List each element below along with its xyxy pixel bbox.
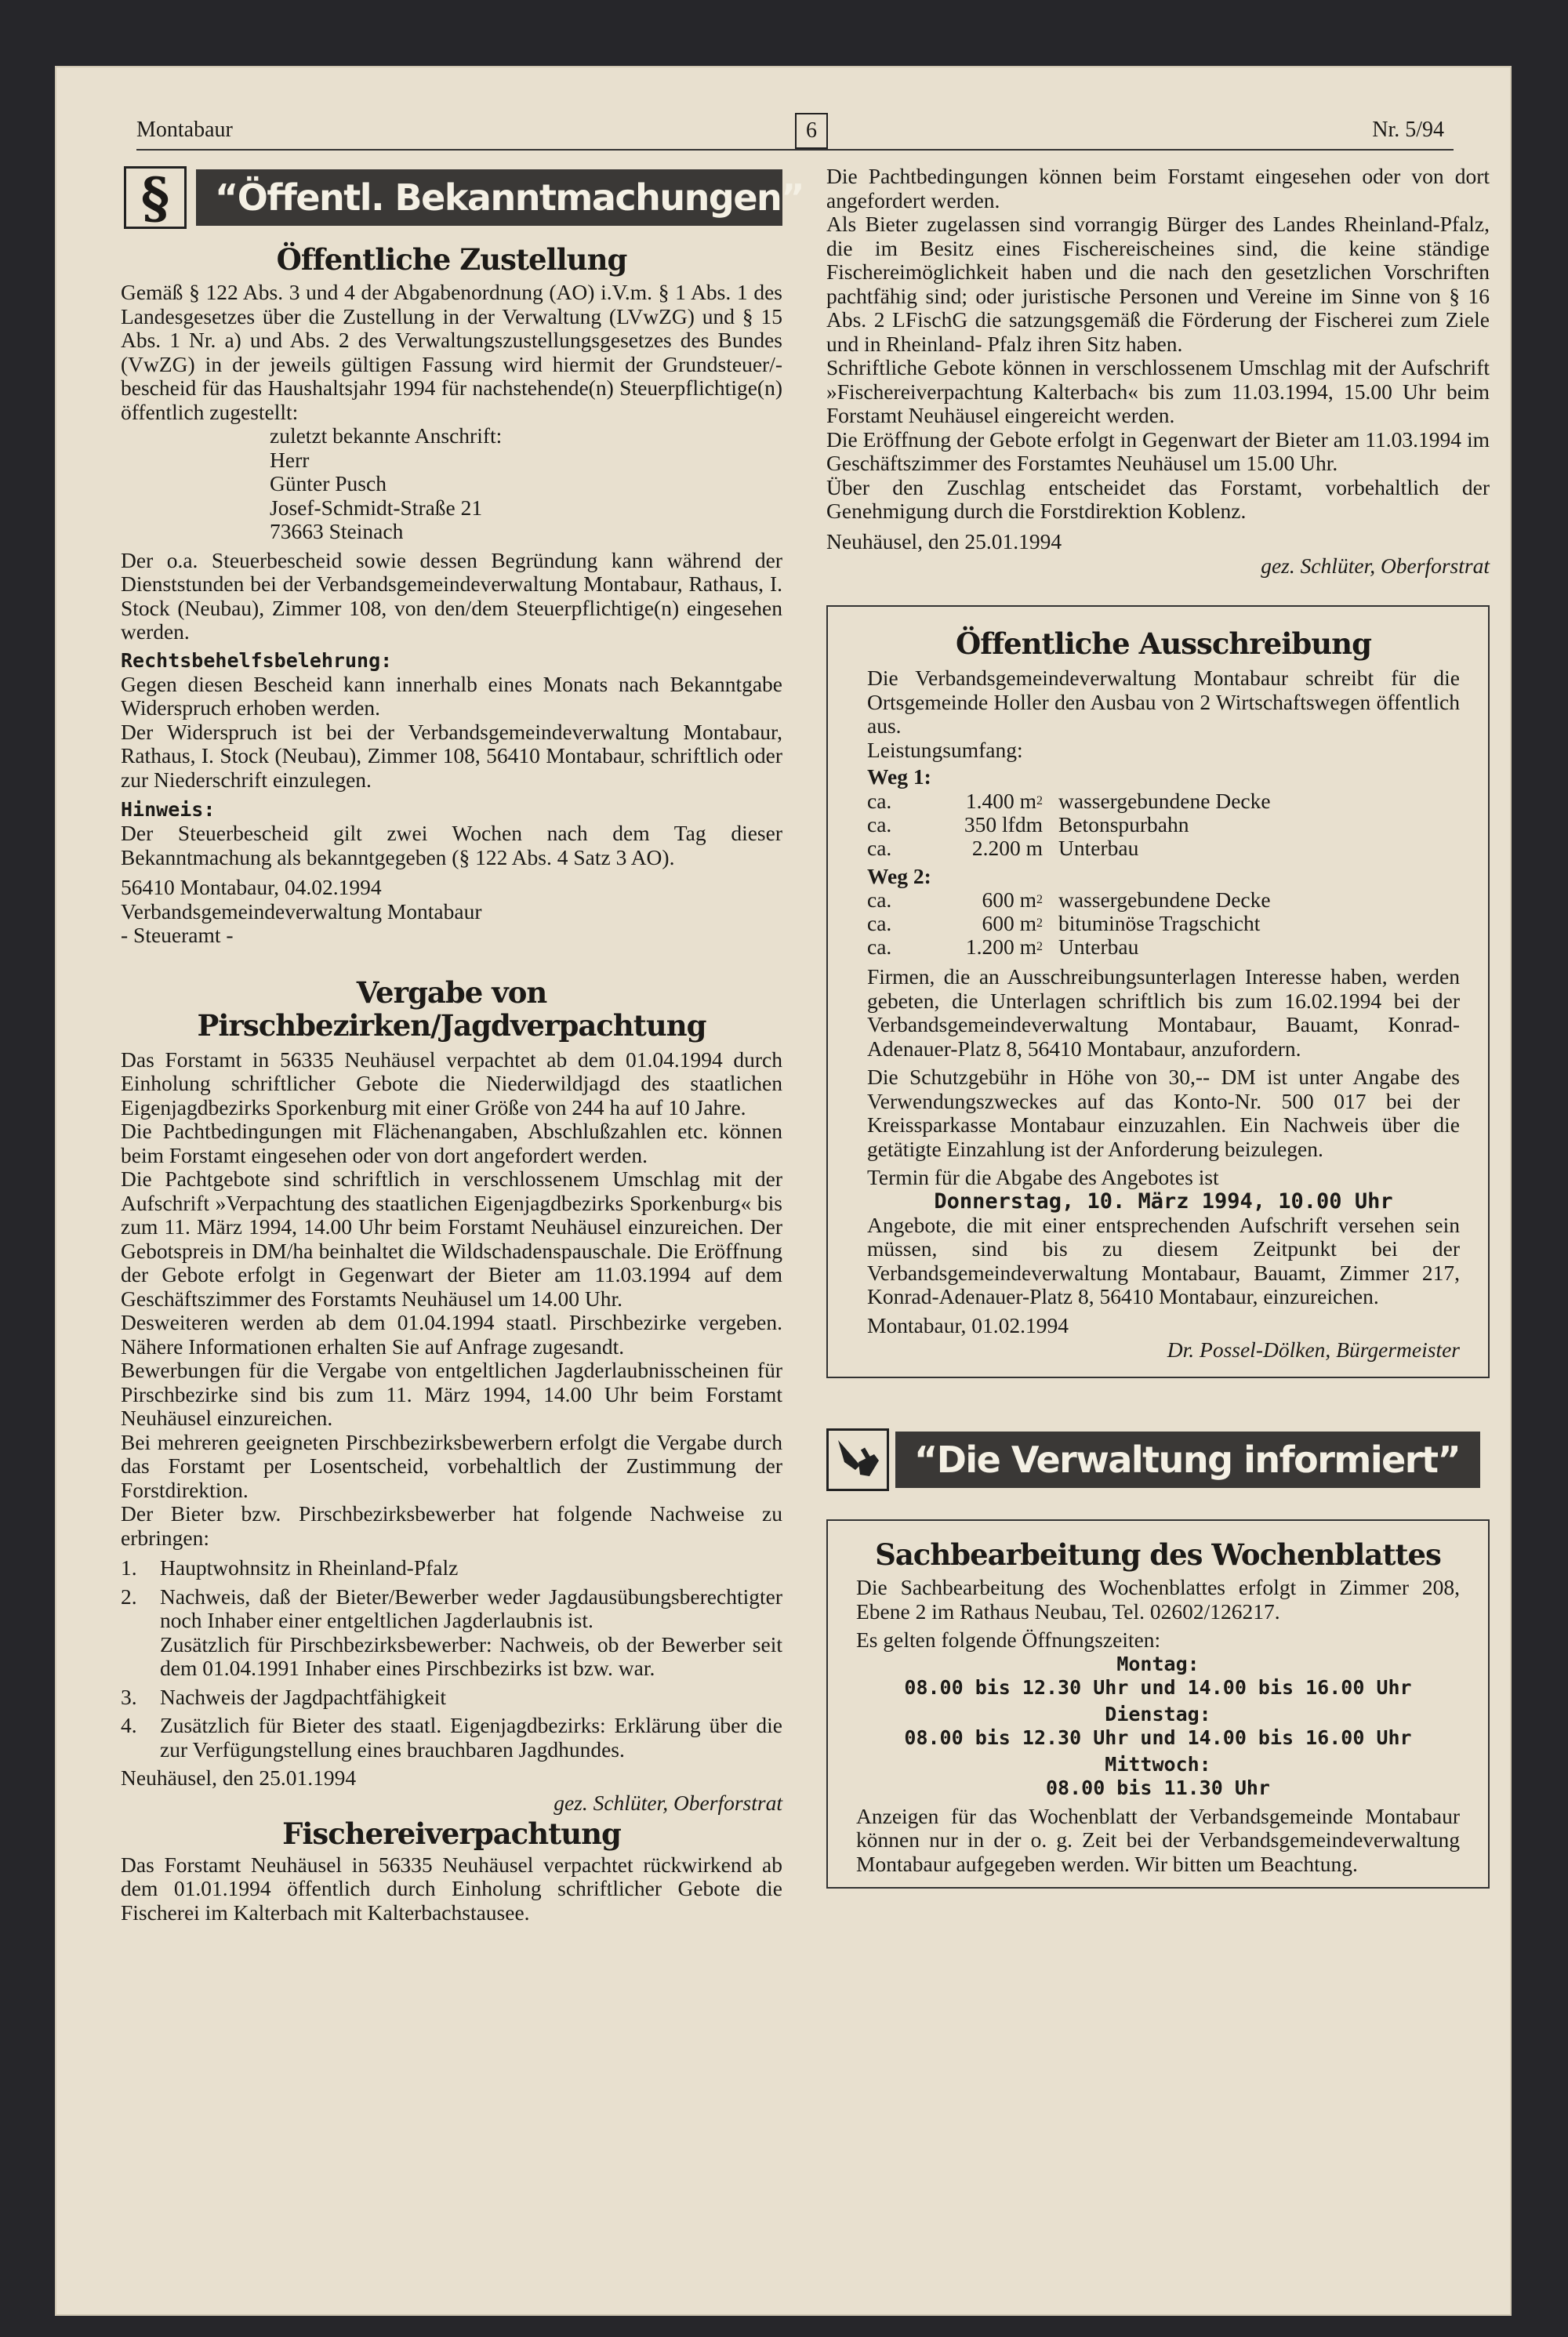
list-item: 3. Nachweis der Jagdpachtfähigkeit — [121, 1684, 446, 1709]
fischerei-place-date: Neuhäusel, den 25.01.1994 — [826, 528, 1062, 553]
fischerei-paragraph: Schriftliche Gebote können in verschlossenem Umschlag mit der Aufschrift »Fischereiverpachtung Kalterbach« bis zum 11.03.1994, 15.00 Uhr beim Forstamt Neuhäusel eingereicht werden. — [826, 355, 1490, 427]
jagd-paragraph: Desweiteren werden ab dem 01.04.1994 staatl. Pirschbezirke vergeben. Nähere Informationen erhalten Sie auf Anfrage zugesandt. — [121, 1310, 782, 1359]
ausschreibung-paragraph: Termin für die Abgabe des Angebotes ist — [867, 1165, 1219, 1189]
ausschreibung-paragraph: Die Schutzgebühr in Höhe von 30,-- DM ist unter Angabe des Verwendungszweckes auf das Konto-Nr. 500 017 bei der Kreissparkasse Montabaur einzuzahlen. Ein Nachweis über die getätigte Einzahlung ist der Anforderung beizulegen. — [867, 1065, 1460, 1161]
fischerei-paragraph: Über den Zuschlag entscheidet das Forstamt, vorbehaltlich der Genehmigung durch die Forstdirektion Koblenz. — [826, 474, 1490, 523]
section-fischereiverpachtung — [121, 1817, 782, 1925]
jagd-paragraph: Das Forstamt in 56335 Neuhäusel verpachtet ab dem 01.04.1994 durch Einholung schriftlicher Gebote die Niederwildjagd des staatlichen Eigenjagdbezirks Sporkenburg mit einer Größe von 244 ha auf 10 Jahre. — [121, 1047, 782, 1120]
rechtsbehelf-label: Rechtsbehelfsbelehrung: — [121, 648, 393, 672]
hinweis-text: Der Steuerbescheid gilt zwei Wochen nach dem Tag dieser Bekanntmachung als bekanntgegeben (§ 122 Abs. 4 Satz 3 AO). — [121, 821, 782, 869]
jagd-paragraph: Die Pachtgebote sind schriftlich in verschlossenem Umschlag mit der Aufschrift »Verpachtung des staatlichen Eigenjagdbezirks Sporkenburg« bis zum 11. März 1994, 14.00 Uhr beim Forstamt Neuhäusel einzureichen. Der Gebotspreis in DM/ha beinhaltet die Wildschadenspauschale. Die Eröffnung der Gebote erfolgt in Gegenwart der Bieter am 11.03.1994 auf dem Geschäftszimmer des Forstamts Neuhäusel um 14.00 Uhr. — [121, 1167, 782, 1311]
table-row: ca. 600 $m^2$ bituminöse Tragschicht — [867, 911, 1261, 935]
sign-line: - Steueramt - — [121, 923, 234, 947]
address-line: zuletzt bekannte Anschrift: — [270, 423, 503, 448]
issue-number: Nr. 5/94 — [1372, 118, 1444, 142]
weg2-label: Weg 2: — [867, 863, 931, 888]
weekday: Montag: — [1116, 1652, 1200, 1675]
weekday: Dienstag: — [1105, 1702, 1211, 1726]
hinweis-label: Hinweis: — [121, 798, 216, 821]
jagd-paragraph: Die Pachtbedingungen mit Flächenangaben, Abschlußzahlen etc. können beim Forstamt eingesehen oder von dort angefordert werden. — [121, 1119, 782, 1167]
jagd-place-date: Neuhäusel, den 25.01.1994 — [121, 1765, 357, 1790]
weekday: Mittwoch: — [1105, 1752, 1211, 1776]
opening-hours: 08.00 bis 12.30 Uhr und 14.00 bis 16.00 Uhr — [904, 1726, 1412, 1749]
table-row: ca. 350 lfdm Betonspurbahn — [867, 811, 1189, 836]
address-line: Josef-Schmidt-Straße 21 — [270, 495, 483, 520]
rechtsbehelf-text: Gegen diesen Bescheid kann innerhalb eines Monats nach Bekanntgabe Widerspruch erhoben werden. — [121, 671, 782, 720]
header-rule — [136, 149, 1454, 151]
left-column — [121, 163, 804, 1925]
paragraph-icon: § — [124, 166, 187, 229]
hand-pointer-icon — [826, 1428, 889, 1491]
fischerei-paragraph: Als Bieter zugelassen sind vorrangig Bürger des Landes Rheinland-Pfalz, die im Besitz eines Fischereischeines sind, die keine ständige Fischereimöglichkeit haben und die nach den gesetzlichen Vorschriften pachtfähig sind; oder juristische Personen und Vereine im Sinne von § 16 Abs. 2 LFischG die satzungsgemäß die Förderung der Fischerei zum Ziele und in Rheinland- Pfalz ihren Sitz haben. — [826, 212, 1490, 356]
weg1-label: Weg 1: — [867, 764, 931, 789]
ausschreibung-paragraph: Firmen, die an Ausschreibungsunterlagen Interesse haben, werden gebeten, die Unterlagen schriftlich bis zum 16.02.1994 bei der Verbandsgemeindeverwaltung Montabaur, Bauamt, Konrad-Adenauer-Platz 8, 56410 Montabaur, anzufordern. — [867, 964, 1460, 1061]
ausschreibung-intro: Die Verbandsgemeindeverwaltung Montabaur schreibt für die Ortsgemeinde Holler den Ausbau von 2 Wirtschaftswegen öffentlich aus. — [867, 666, 1460, 738]
box-oeffentliche-ausschreibung — [826, 605, 1490, 1378]
banner-verwaltung-informiert — [826, 1425, 1490, 1494]
jagd-paragraph: Bei mehreren geeigneten Pirschbezirksbewerbern erfolgt die Vergabe durch das Forstamt per Losentscheid, vorbehaltlich der Zustimmung der Forstdirektion. — [121, 1429, 782, 1502]
table-row: ca. 1.200 $m^2$ Unterbau — [867, 934, 1139, 959]
address-line: 73663 Steinach — [270, 519, 404, 543]
jagd-paragraph: Der Bieter bzw. Pirschbezirksbewerber hat folgende Nachweise zu erbringen: — [121, 1501, 782, 1550]
opening-hours: 08.00 bis 12.30 Uhr und 14.00 bis 16.00 Uhr — [904, 1675, 1412, 1699]
running-head-town: Montabaur — [136, 118, 233, 142]
fischerei-paragraph: Die Pachtbedingungen können beim Forstamt eingesehen oder von dort angefordert werden. — [826, 164, 1490, 212]
heading-wochenblatt: Sachbearbeitung des Wochenblattes — [875, 1537, 1441, 1572]
weg2-table — [867, 888, 1271, 959]
oeffnungszeiten-label: Es gelten folgende Öffnungszeiten: — [856, 1628, 1161, 1652]
section-jagdverpachtung — [121, 976, 782, 1816]
weg1-table — [867, 789, 1271, 860]
list-item: 4. Zusätzlich für Bieter des staatl. Eigenjagdbezirks: Erklärung über die zur Verfügungstellung eines brauchbaren Jagdhundes. — [121, 1713, 782, 1762]
sign-line: Verbandsgemeindeverwaltung Montabaur — [121, 898, 482, 924]
termin-date: Donnerstag, 10. März 1994, 10.00 Uhr — [934, 1188, 1393, 1214]
list-item: 2. Nachweis, daß der Bieter/Bewerber weder Jagdausübungsberechtigter noch Inhaber einer entgeltlichen Jagderlaubnis ist. Zusätzlich für Pirschbezirksbewerber: Nachweis, ob der Bewerber seit dem 01.04.1991 Inhaber eines Pirschbezirks ist bzw. war. — [121, 1584, 782, 1680]
banner-title: “Öffentl. Bekanntmachungen” — [196, 169, 782, 226]
right-column — [826, 165, 1490, 1889]
rechtsbehelf-text: Der Widerspruch ist bei der Verbandsgemeindeverwaltung Montabaur, Rathaus, I. Stock (Neubau), Zimmer 108, 56410 Montabaur, schriftlich oder zur Niederschrift einzulegen. — [121, 719, 782, 792]
table-row: ca. 1.400 $m^2$ wassergebundene Decke — [867, 788, 1271, 813]
banner-title: “Die Verwaltung informiert” — [895, 1432, 1480, 1488]
ausschreibung-paragraph: Angebote, die mit einer entsprechenden Aufschrift versehen sein müssen, sind bis zu diesem Zeitpunkt bei der Verbandsgemeindeverwaltung Montabaur, Bauamt, Zimmer 217, Konrad-Adenauer-Platz 8, 56410 Montabaur, einzureichen. — [867, 1212, 1460, 1308]
jagd-paragraph: Bewerbungen für die Vergabe von entgeltlichen Jagderlaubnisscheinen für Pirschbezirke sind bis zum 11. März 1994, 14.00 Uhr beim Forstamt Neuhäusel einzureichen. — [121, 1358, 782, 1430]
table-row: ca. 2.200 m Unterbau — [867, 835, 1139, 860]
section-oeffentliche-zustellung — [121, 243, 782, 948]
fischerei-paragraph: Die Eröffnung der Gebote erfolgt in Gegenwart der Bieter am 11.03.1994 im Geschäftszimmer des Forstamtes Neuhäusel um 15.00 Uhr. — [826, 426, 1490, 475]
zustellung-intro: Gemäß § 122 Abs. 3 und 4 der Abgabenordnung (AO) i.V.m. § 1 Abs. 1 des Landesgesetzes über die Zustellung in der Verwaltung (LVwZG) und § 15 Abs. 1 Nr. a) und Abs. 2 des Verwaltungszustellungsgesetzes des Bundes (VwZG) in der jeweils gültigen Fassung wird hiermit der Grundsteuer/-bescheid für das Haushaltsjahr 1994 für nachstehende(n) Steuerpflichtige(n) öffentlich zugestellt: — [121, 280, 782, 424]
newspaper-page — [55, 66, 1512, 2316]
heading-zustellung: Öffentliche Zustellung — [276, 242, 627, 277]
heading-jagd-line1: Vergabe von — [356, 974, 547, 1010]
heading-jagd-line2: Pirschbezirken/Jagdverpachtung — [197, 1007, 706, 1043]
address-line: Herr — [270, 447, 310, 472]
ausschreibung-place-date: Montabaur, 01.02.1994 — [867, 1312, 1069, 1337]
table-row: ca. 600 $m^2$ wassergebundene Decke — [867, 887, 1271, 912]
jagd-signature: gez. Schlüter, Oberforstrat — [554, 1790, 782, 1815]
opening-hours: 08.00 bis 11.30 Uhr — [1046, 1776, 1270, 1799]
heading-fischerei: Fischereiverpachtung — [282, 1816, 621, 1851]
list-item: 1. Hauptwohnsitz in Rheinland-Pfalz — [121, 1555, 459, 1580]
wochenblatt-paragraph: Anzeigen für das Wochenblatt der Verbandsgemeinde Montabaur können nur in der o. g. Zeit bei der Verbandsgemeindeverwaltung Montabaur aufgegeben werden. Wir bitten um Beachtung. — [856, 1803, 1460, 1876]
leistungsumfang-label: Leistungsumfang: — [867, 737, 1023, 762]
ausschreibung-signature: Dr. Possel-Dölken, Bürgermeister — [1167, 1337, 1460, 1362]
fischerei-signature: gez. Schlüter, Oberforstrat — [1261, 553, 1490, 578]
zustellung-paragraph: Der o.a. Steuerbescheid sowie dessen Begründung kann während der Dienststunden bei der Verbandsgemeindeverwaltung Montabaur, Rathaus, I. Stock (Neubau), Zimmer 108, von den/dem Steuerpflichtige(n) eingesehen werden. — [121, 547, 782, 644]
fischerei-paragraph: Das Forstamt Neuhäusel in 56335 Neuhäusel verpachtet rückwirkend ab dem 01.01.1994 öffentlich durch Einholung schriftlicher Gebote die Fischerei im Kalterbach mit Kalterbachstausee. — [121, 1852, 782, 1925]
section-fischerei-continued — [826, 165, 1490, 579]
page-number: 6 — [795, 113, 828, 149]
heading-ausschreibung: Öffentliche Ausschreibung — [956, 626, 1371, 661]
wochenblatt-paragraph: Die Sachbearbeitung des Wochenblattes erfolgt in Zimmer 208, Ebene 2 im Rathaus Neubau, Tel. 02602/126217. — [856, 1575, 1460, 1624]
banner-bekanntmachungen — [121, 163, 804, 232]
sign-line: 56410 Montabaur, 04.02.1994 — [121, 875, 382, 899]
address-block — [121, 424, 782, 544]
nachweis-list — [121, 1556, 782, 1762]
address-line: Günter Pusch — [270, 471, 387, 495]
box-sachbearbeitung-wochenblatt — [826, 1519, 1490, 1889]
